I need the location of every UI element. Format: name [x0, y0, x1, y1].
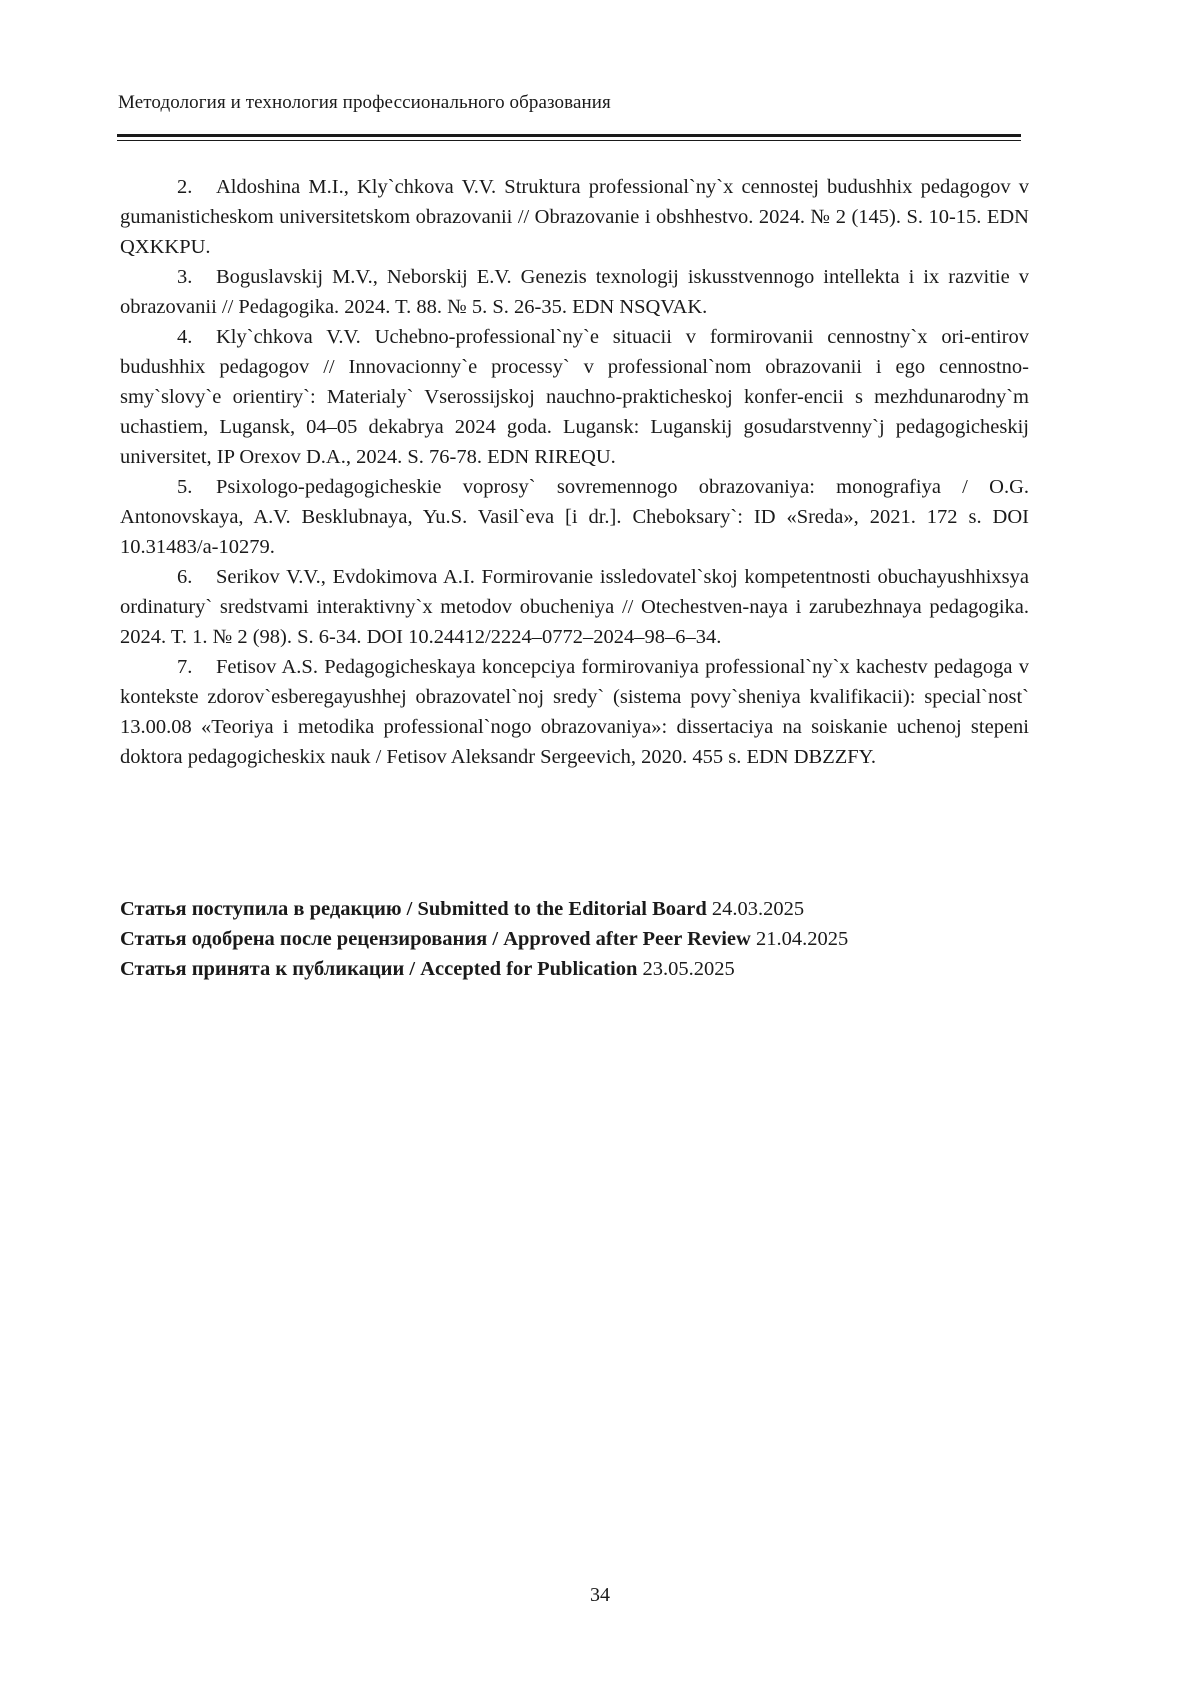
history-accepted	[120, 954, 1029, 984]
reference-text: Boguslavskij M.V., Neborskij E.V. Genezis texnologij iskusstvennogo intellekta i ix razvitie v obrazovanii // Pedagogika. 2024. T. 88. № 5. S. 26-35. EDN NSQVAK.	[120, 266, 1029, 318]
history-label: Статья поступила в редакцию / Submitted to the Editorial Board	[120, 898, 707, 920]
reference-number: 2.	[177, 176, 193, 198]
history-date: 24.03.2025	[711, 898, 805, 920]
history-date: 21.04.2025	[755, 928, 849, 950]
reference-item	[120, 262, 1029, 322]
reference-text: Aldoshina M.I., Kly`chkova V.V. Struktura professional`ny`x cennostej budushhix pedagogov v gumanisticheskom universitetskom obrazovanii // Obrazovanie i obshhestvo. 2024. № 2 (145). S. 10-15. EDN QXKKPU.	[120, 176, 1029, 258]
reference-list	[120, 172, 1029, 772]
history-label: Статья одобрена после рецензирования / Approved after Peer Review	[120, 928, 751, 950]
reference-number: 4.	[177, 326, 193, 348]
reference-text: Serikov V.V., Evdokimova A.I. Formirovanie issledovatel`skoj kompetentnosti obuchayushhixsya ordinatury` sredstvami interaktivny`x metodov obucheniya // Otechestven-naya i zarubezhnaya pedagogika. 2024. T. 1. № 2 (98). S. 6-34. DOI 10.24412/2224–0772–2024–98–6–34.	[120, 566, 1029, 648]
running-header: Методология и технология профессионального образования	[118, 92, 611, 113]
reference-text: Kly`chkova V.V. Uchebno-professional`ny`e situacii v formirovanii cennostny`x ori-entirov budushhix pedagogov // Innovacionny`e processy` v professional`nom obrazovanii i ego cennostno-smy`slovy`e orientiry`: Materialy` Vserossijskoj nauchno-prakticheskoj konfer-encii s mezhdunarodny`m uchastiem, Lugansk, 04–05 dekabrya 2024 goda. Lugansk: Luganskij gosudarstvenny`j pedagogicheskij universitet, IP Orexov D.A., 2024. S. 76-78. EDN RIREQU.	[120, 326, 1029, 468]
page-number: 34	[590, 1584, 610, 1606]
reference-item	[120, 652, 1029, 772]
reference-text: Psixologo-pedagogicheskie voprosy` sovremennogo obrazovaniya: monografiya / O.G. Antonovskaya, A.V. Besklubnaya, Yu.S. Vasil`eva [i dr.]. Cheboksary`: ID «Sreda», 2021. 172 s. DOI 10.31483/a-10279.	[120, 476, 1029, 558]
reference-item	[120, 472, 1029, 562]
history-approved	[120, 924, 1029, 954]
reference-item	[120, 322, 1029, 472]
reference-item	[120, 562, 1029, 652]
reference-number: 7.	[177, 656, 193, 678]
history-label: Статья принята к публикации / Accepted for Publication	[120, 958, 638, 980]
history-submitted	[120, 894, 1029, 924]
history-date: 23.05.2025	[642, 958, 735, 980]
article-history	[120, 894, 1029, 984]
reference-number: 3.	[177, 266, 193, 288]
header-rule-thin	[117, 140, 1021, 141]
reference-text: Fetisov A.S. Pedagogicheskaya koncepciya formirovaniya professional`ny`x kachestv pedagoga v kontekste zdorov`esberegayushhej obrazovatel`noj sredy` (sistema povy`sheniya kvalifikacii): special`nost` 13.00.08 «Teoriya i metodika professional`nogo obrazovaniya»: dissertaciya na soiskanie uchenoj stepeni doktora pedagogicheskix nauk / Fetisov Aleksandr Sergeevich, 2020. 455 s. EDN DBZZFY.	[120, 656, 1029, 768]
reference-number: 5.	[177, 476, 193, 498]
reference-item	[120, 172, 1029, 262]
reference-number: 6.	[177, 566, 193, 588]
header-rule-thick	[117, 134, 1021, 137]
